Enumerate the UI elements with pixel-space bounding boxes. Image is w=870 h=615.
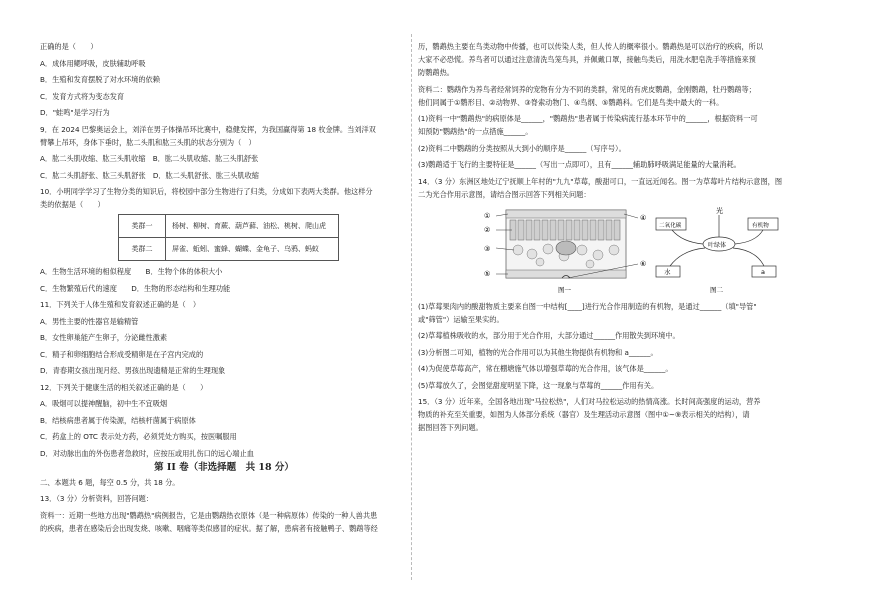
text-line: C．精子和卵细胞结合形成受精卵是在子宫内完成的	[40, 349, 204, 359]
group-header: 类群一	[119, 215, 166, 238]
text-line: 大家不必恐慌。养鸟者可以通过注意清洗鸟笼鸟具，并佩戴口罩，接触鸟类后，用洗水肥皂洗手等措施来预	[418, 55, 756, 64]
column-divider	[411, 34, 412, 580]
text-line: 正确的是（ ）	[40, 42, 98, 51]
text-line: 或"筛管"）运输至果实的。	[418, 314, 504, 324]
label-5: ⑤	[484, 269, 491, 278]
text-line: 物质的补充至关重要，如图为人体部分系统（器官）及生理活动示意图（图中①~⑨表示相关的结构），请	[418, 410, 750, 419]
text-line: D．"蛙鸣"是学习行为	[40, 108, 110, 117]
text-line: 防鹦鹉热。	[418, 68, 454, 77]
group-items: 屏雀、蚯蚓、蜜蜂、蝴蝶、金龟子、乌鸦、蚂蚁	[166, 238, 339, 261]
water-box: 水	[664, 267, 671, 276]
figure-1-caption: 图一	[558, 285, 571, 294]
label-1: ①	[484, 211, 491, 220]
label-2: ②	[484, 225, 491, 234]
text-line: (1)草莓果肉内的酸甜物质主要来自图一中结构[____]进行光合作用制造的有机物，是通过______（填"导管"	[418, 301, 757, 311]
light-label: 光	[716, 206, 723, 215]
text-line: 9．在 2024 巴黎奥运会上，刘洋在男子体操吊环比赛中，稳健发挥，为我国赢得第 18 枚金牌。当刘洋双	[40, 124, 376, 134]
text-block	[40, 40, 408, 211]
table-row	[119, 238, 339, 261]
text-line: A．肱二头肌收缩、肱三头肌收缩 B．肱二头肌收缩、肱三头肌舒张	[40, 154, 259, 163]
text-line: 10．小明同学学习了生物分类的知识后，将校园中部分生物进行了归类，分成如下表两大类群。他这样分	[40, 187, 373, 196]
text-line: 历，鹦鹉热主要在鸟类动物中传播，也可以传染人类，但人传人的概率很小。鹦鹉热是可以治疗的疾病，所以	[418, 42, 764, 51]
text-line: 他们同属于①鹦形目、②动物界、③脊索动物门、④鸟纲、⑤鹦鹉科。它们是鸟类中最大的一科。	[418, 97, 724, 107]
a-box: a	[761, 267, 765, 276]
text-line: 知预防"鹦鹉热"的一点措施______。	[418, 127, 533, 136]
right-column	[418, 40, 790, 434]
text-line: 资料一：近期一些地方出现"鹦鹉热"病例报告，它是由鹦鹉热衣原体（是一种病原体）传染的一种人兽共患	[40, 510, 378, 520]
text-line: (1)资料一中"鹦鹉热"的病原体是______，"鹦鹉热"患者属于传染病流行基本环节中的______，根据资料一可	[418, 114, 758, 123]
label-3: ③	[484, 244, 491, 253]
section-title: 第 II 卷（非选择题 共 18 分）	[154, 461, 294, 473]
text-line: 据图回答下列问题。	[418, 423, 483, 432]
text-line: (2)资料二中鹦鹉的分类按照从大到小的顺序是______（写序号）。	[418, 143, 626, 153]
text-line: B．结核病患者属于传染源，结核杆菌属于病原体	[40, 415, 196, 425]
text-line: 15．（3 分）近年来，全国各地出现"马拉松热"，人们对马拉松运动的热情高涨。长时间高强度的运动，营养	[418, 397, 761, 406]
text-line: (3)分析图二可知，植物的光合作用可以为其他生物提供有机物和 a______。	[418, 347, 658, 357]
co2-box: 二氧化碳	[659, 222, 682, 229]
text-block	[418, 40, 790, 201]
text-line: 臂攀上吊环，身体下垂时，肱二头肌和肱三头肌的状态分别为（ ）	[40, 137, 256, 147]
text-line: 类的依据是（ ）	[40, 200, 105, 209]
text-line: C．发育方式将为变态发育	[40, 91, 125, 101]
text-line: 11．下列关于人体生殖和发育叙述正确的是（ ）	[40, 300, 201, 309]
text-line: 12．下列关于健康生活的相关叙述正确的是（ ）	[40, 382, 208, 392]
group-header: 类群二	[119, 238, 166, 261]
table-row	[119, 215, 339, 238]
text-line: B．生殖和发育摆脱了对水环境的依赖	[40, 75, 160, 84]
text-line: (5)草莓放久了，会图觉甜度明显下降，这一现象与草莓的______作用有关。	[418, 380, 659, 390]
text-line: A．生物生活环境的相似程度 B．生物个体的体积大小	[40, 267, 223, 276]
text-line: 14．（3 分）东洲区地处辽宁抚顺上年村的"九九"草莓，酸甜可口，一直远近闻名。图一为草莓叶片结构示意图，图	[418, 176, 783, 186]
text-block	[40, 265, 408, 460]
text-line: (4)为促使草莓高产，常在棚塘施气体以增强草莓的光合作用，该气体是______。	[418, 364, 673, 373]
text-block	[40, 476, 408, 535]
text-line: 二、本题共 6 题，每空 0.5 分，共 18 分。	[40, 477, 180, 487]
figure-2-caption: 图二	[710, 285, 723, 294]
text-line: C．肱二头肌舒张、肱三头肌舒张 D．肱二头肌舒张、肱三头肌收缩	[40, 170, 259, 180]
photosynthesis-diagram	[652, 204, 792, 296]
text-line: A．成体用鳃呼吸，皮肤辅助呼吸	[40, 58, 146, 68]
text-line: 资料二：鹦鹉作为养鸟者经常饲养的宠物有分为不同的类群，常见的有虎皮鹦鹉，金刚鹦鹉，牡丹鹦鹉等；	[418, 84, 756, 94]
chloroplast-label: 叶绿体	[708, 241, 727, 249]
group-items: 杨树、柳树、育蕨、葫芦藓、油松、桃树、爬山虎	[166, 215, 339, 238]
organic-matter-box: 有机物	[752, 222, 769, 229]
label-6: ⑥	[640, 259, 647, 268]
text-block	[418, 300, 790, 435]
text-line: C．药盒上的 OTC 表示处方药，必须凭处方购买，按医嘱服用	[40, 432, 237, 441]
text-line: (3)鹦鹉适于飞行的主要特征是______（写出一点即可），且有______辅助肺呼吸满足能量的大量消耗。	[418, 160, 741, 169]
classification-table	[118, 214, 339, 261]
figures	[418, 204, 790, 296]
text-line: C．生物繁殖后代的速度 D．生物的形态结构和生理功能	[40, 283, 231, 293]
text-line: A．男性主要的性器官是输精管	[40, 316, 139, 326]
text-line: B．女性卵巢能产生卵子，分泌雌性激素	[40, 333, 168, 342]
text-line: 二为光合作用示意图，请结合图示回答下列相关问题：	[418, 189, 591, 199]
label-4: ④	[640, 213, 647, 222]
left-column	[40, 40, 408, 535]
text-line: D．青春期女孩出现月经、男孩出现遗精是正常的生理现象	[40, 366, 226, 375]
text-line: D．对动脉出血的外伤患者急救时，应按压或用扎伤口的远心端止血	[40, 448, 254, 458]
text-line: (2)草莓植株吸收的水，部分用于光合作用，大部分通过______作用散失到环境中。	[418, 331, 680, 340]
text-line: A．吸烟可以提神醒脑，初中生不宜吸烟	[40, 399, 168, 408]
text-line: 的疾病，患者在感染后会出现发烧、咳嗽、咽痛等类似感冒的症状。据了解，患病者有接触鸭子、鹦鹉等经	[40, 523, 378, 533]
leaf-structure-diagram	[478, 204, 658, 296]
text-line: 13．（3 分）分析资料，回答问题：	[40, 494, 154, 503]
